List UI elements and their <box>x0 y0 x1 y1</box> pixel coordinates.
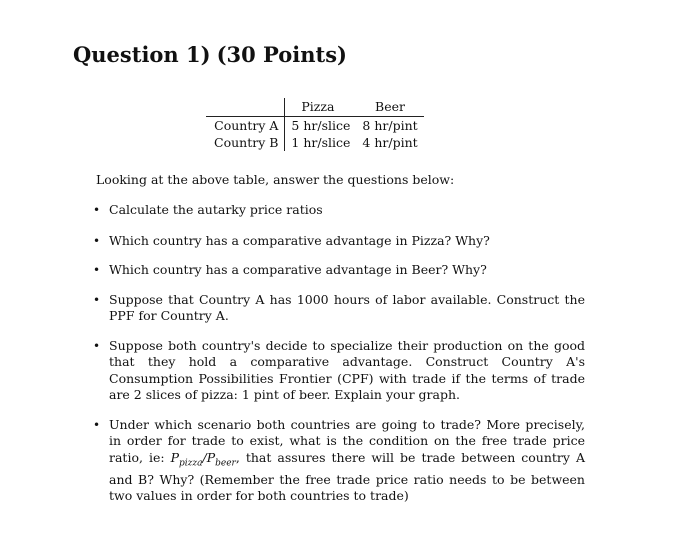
bullet-icon: • <box>93 292 101 307</box>
bullet-icon: • <box>93 263 101 277</box>
cell-country-b-pizza: 1 hr/slice <box>291 135 351 150</box>
table-header-row <box>206 98 424 117</box>
price-ratio-expression <box>170 449 236 468</box>
question-autarky-ratios: Calculate the autarky price ratios <box>109 202 323 217</box>
list-item <box>91 338 585 404</box>
subscript-pizza: pizza <box>178 458 203 468</box>
column-header-beer: Beer <box>356 98 423 117</box>
column-header-pizza: Pizza <box>285 98 356 117</box>
list-item <box>91 262 585 279</box>
cell-country-b-beer: 4 hr/pint <box>362 135 418 150</box>
table-row <box>206 117 424 135</box>
cell-country-a-pizza: 5 hr/slice <box>291 118 351 133</box>
list-item <box>91 417 585 505</box>
question-ppf: Suppose that Country A has 1000 hours of labor available. Construct the PPF for Country A. <box>109 291 585 323</box>
list-item <box>91 233 585 250</box>
question-beer-advantage: Which country has a comparative advantage in Beer? Why? <box>109 262 487 277</box>
list-item <box>91 292 585 325</box>
question-trade-text-start: Under which scenario both countries are going to trade? More precisely, in order for trade to exist, what is the condition on the free trade price ratio, ie: <box>109 416 585 465</box>
ratio-slash: / <box>202 449 207 465</box>
price-symbol-beer: P <box>206 449 216 465</box>
question-cpf: Suppose both country's decide to specialize their production on the good that they hold a comparative advantage. Construct Country A's Consumption Possibilities Frontier (CPF) with trade if the terms of trade are 2 slices of pizza: 1 pint of beer. Explain your graph. <box>109 337 585 402</box>
bullet-icon: • <box>93 417 101 432</box>
question-trade-condition <box>109 417 585 504</box>
question-heading <box>73 42 353 67</box>
question-number: Question 1) <box>73 42 211 67</box>
bullet-icon: • <box>93 203 101 217</box>
row-label-country-b: Country B <box>206 134 285 151</box>
list-item <box>91 202 585 219</box>
instructions-text: Looking at the above table, answer the questions below: <box>96 172 455 187</box>
table-row <box>206 134 424 151</box>
question-trade-text-end: , that assures there will be trade between country A and B? Why? (Remember the free trade price ratio needs to be between two values in order for both countries to trade) <box>109 449 585 503</box>
subscript-beer: beer <box>215 458 236 468</box>
row-label-country-a: Country A <box>206 117 285 135</box>
bullet-icon: • <box>93 233 101 248</box>
labor-requirements-table <box>206 98 424 151</box>
table-corner-cell <box>206 98 285 117</box>
cell-country-a-beer: 8 hr/pint <box>362 118 418 133</box>
question-points: (30 Points) <box>216 42 347 67</box>
question-pizza-advantage: Which country has a comparative advantage in Pizza? Why? <box>109 232 490 248</box>
price-symbol-pizza: P <box>170 449 179 465</box>
question-list <box>91 202 585 505</box>
bullet-icon: • <box>93 338 101 353</box>
